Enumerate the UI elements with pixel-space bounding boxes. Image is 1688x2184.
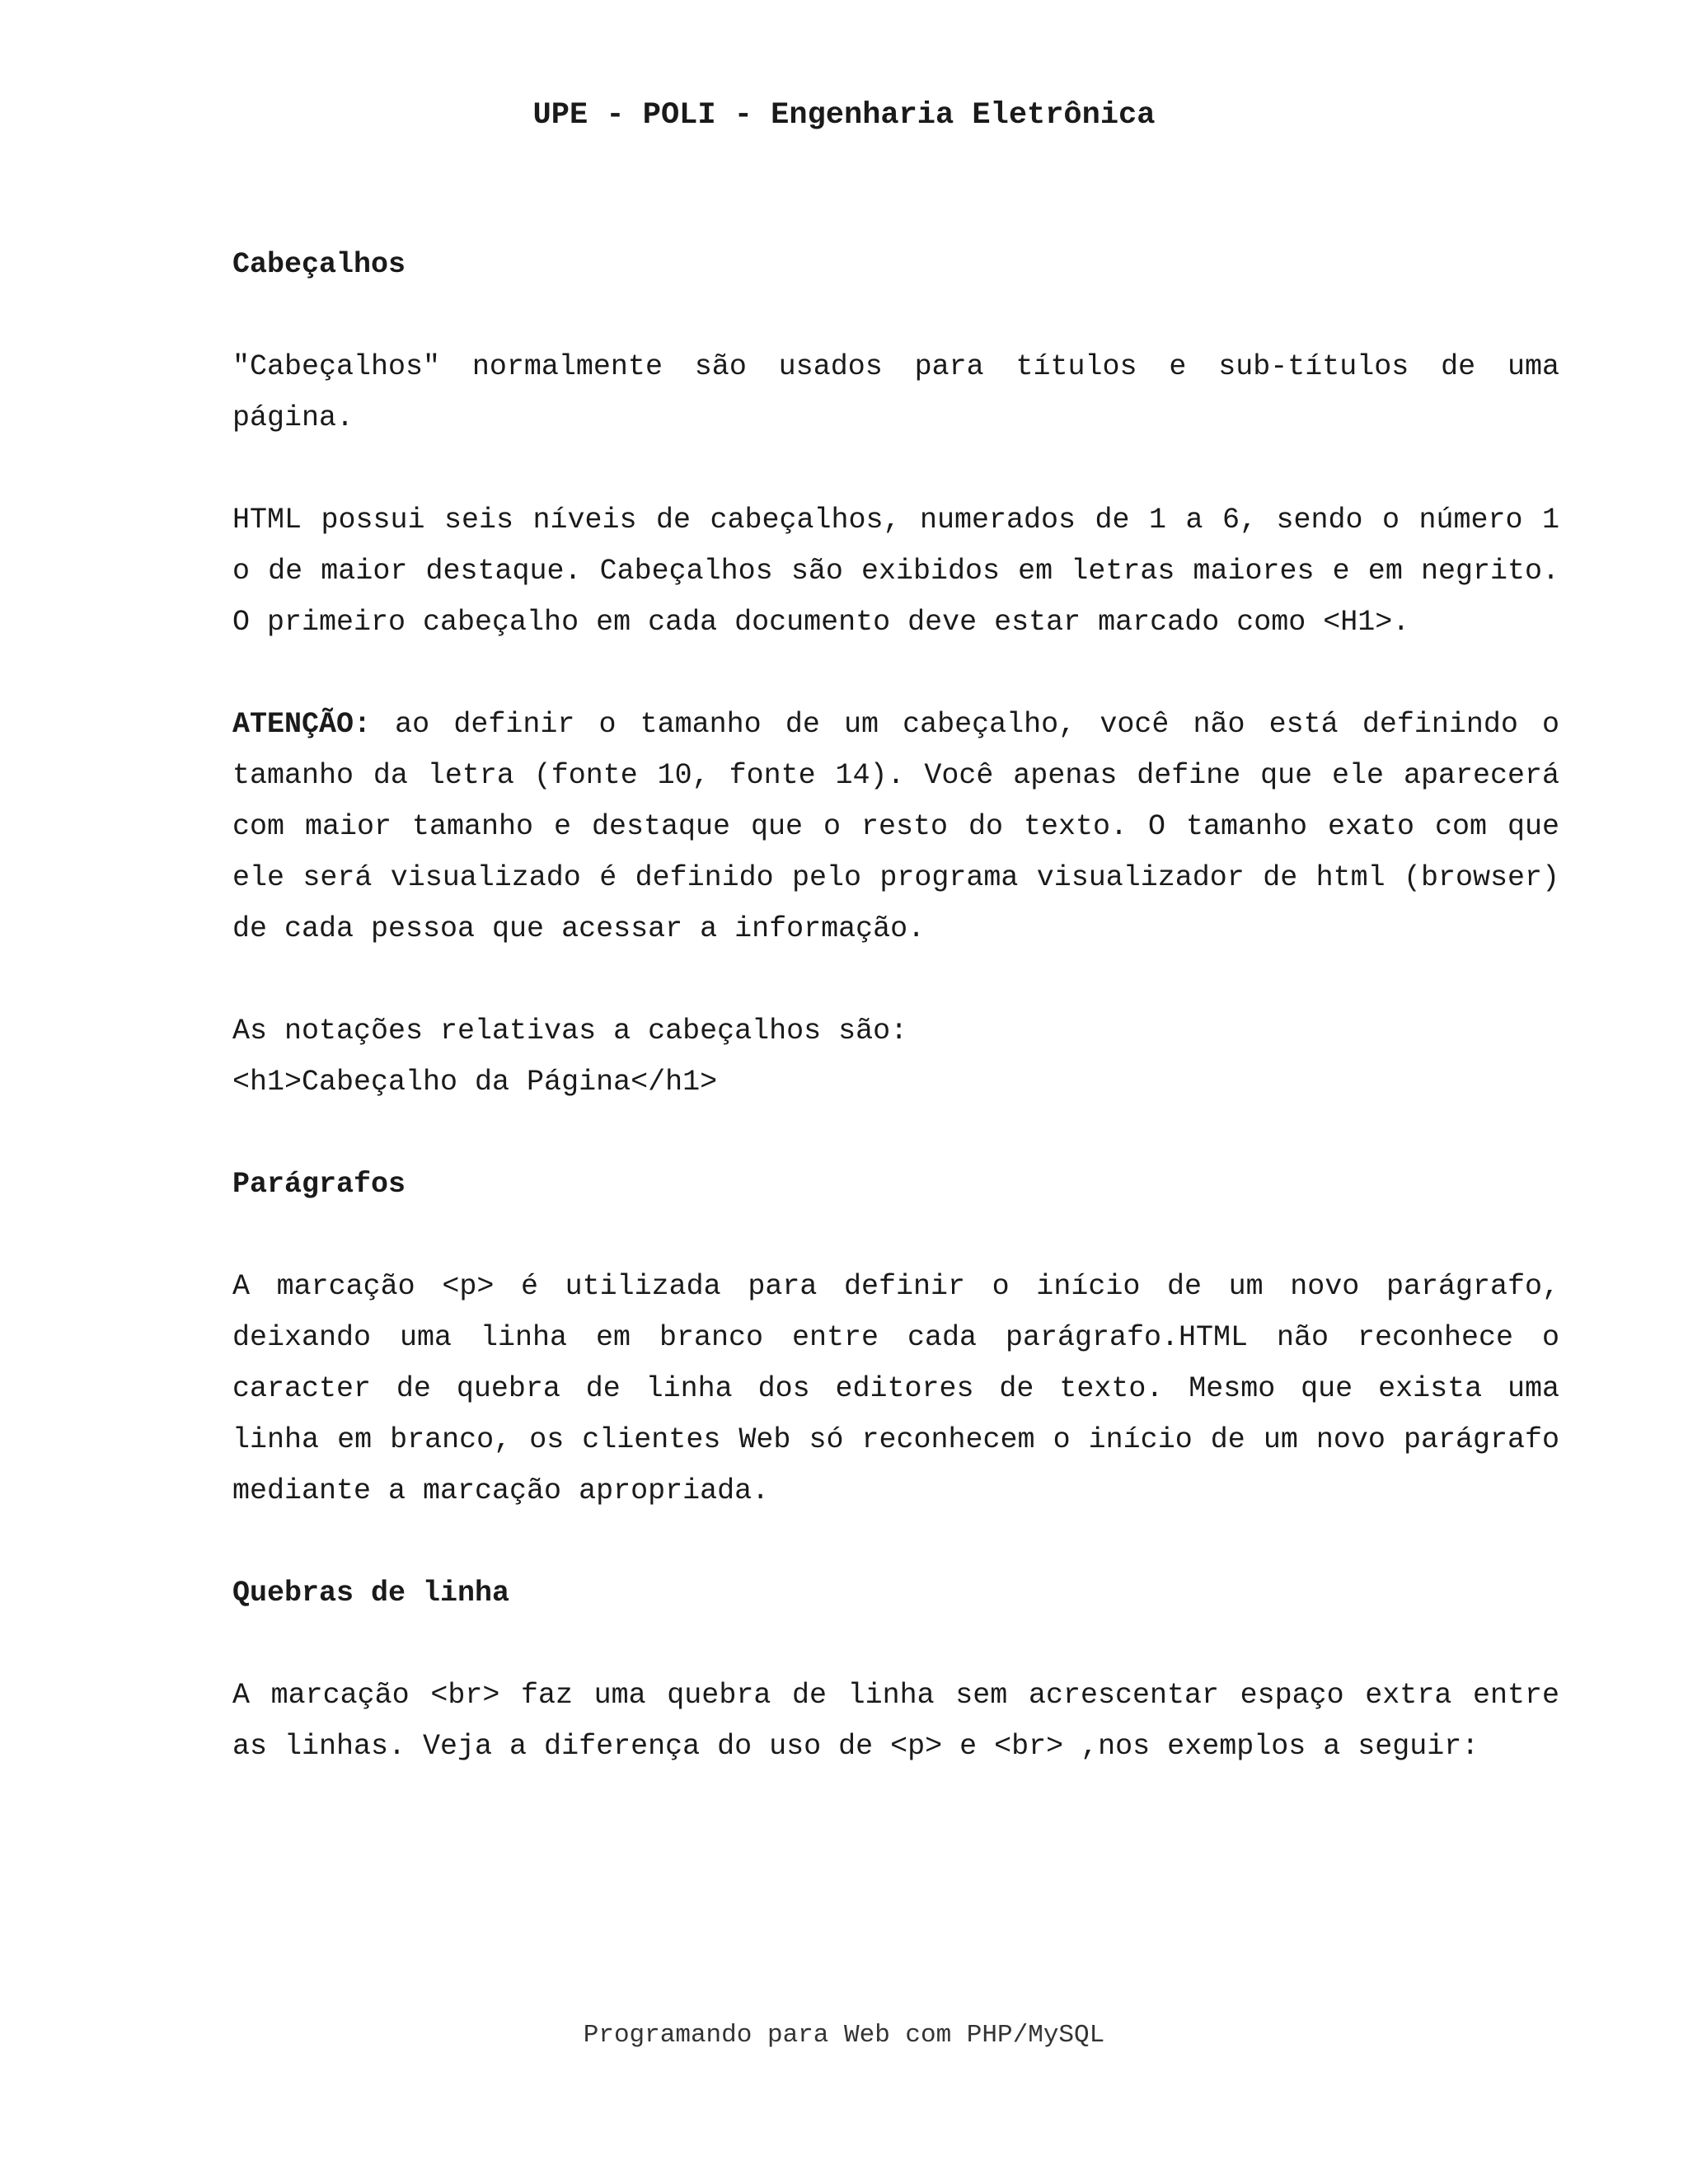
section-cabecalhos bbox=[232, 239, 1559, 1108]
paragraph-attention bbox=[232, 699, 1559, 954]
section-quebras bbox=[232, 1568, 1559, 1772]
section-heading-quebras: Quebras de linha bbox=[232, 1577, 510, 1610]
paragraph-quebras: A marcação <br> faz uma quebra de linha sem acrescentar espaço extra entre as linhas. Veja a diferença do uso de <p> e <br> ,nos exemplos a seguir: bbox=[232, 1679, 1559, 1763]
paragraph-notations bbox=[232, 1005, 1559, 1108]
notations-intro: As notações relativas a cabeçalhos são: bbox=[232, 1015, 908, 1047]
page-footer: Programando para Web com PHP/MySQL bbox=[583, 2021, 1105, 2050]
section-heading-paragrafos: Parágrafos bbox=[232, 1168, 406, 1201]
section-paragrafos bbox=[232, 1159, 1559, 1516]
paragraph-cabecalhos-levels: HTML possui seis níveis de cabeçalhos, numerados de 1 a 6, sendo o número 1 o de maior destaque. Cabeçalhos são exibidos em letras maiores e em negrito. O primeiro cabeçalho em cada documento deve estar marcado como <H1>. bbox=[232, 504, 1559, 639]
notations-example: <h1>Cabeçalho da Página</h1> bbox=[232, 1066, 718, 1099]
attention-text: ao definir o tamanho de um cabeçalho, você não está definindo o tamanho da letra (fonte 10, fonte 14). Você apenas define que ele aparecerá com maior tamanho e destaque que o resto do texto. O tamanho exato com que ele será visualizado é definido pelo programa visualizador de html (browser) de cada pessoa que acessar a informação. bbox=[232, 708, 1559, 945]
attention-label: ATENÇÃO: bbox=[232, 708, 372, 741]
document-body bbox=[232, 239, 1559, 1772]
section-heading-cabecalhos: Cabeçalhos bbox=[232, 248, 406, 281]
page-title: UPE - POLI - Engenharia Eletrônica bbox=[532, 98, 1156, 133]
paragraph-paragrafos: A marcação <p> é utilizada para definir o início de um novo parágrafo, deixando uma linha em branco entre cada parágrafo.HTML não reconhece o caracter de quebra de linha dos editores de texto. Mesmo que exista uma linha em branco, os clientes Web só reconhecem o início de um novo parágrafo mediante a marcação apropriada. bbox=[232, 1270, 1559, 1507]
paragraph-cabecalhos-intro: "Cabeçalhos" normalmente são usados para títulos e sub-títulos de uma página. bbox=[232, 350, 1559, 434]
